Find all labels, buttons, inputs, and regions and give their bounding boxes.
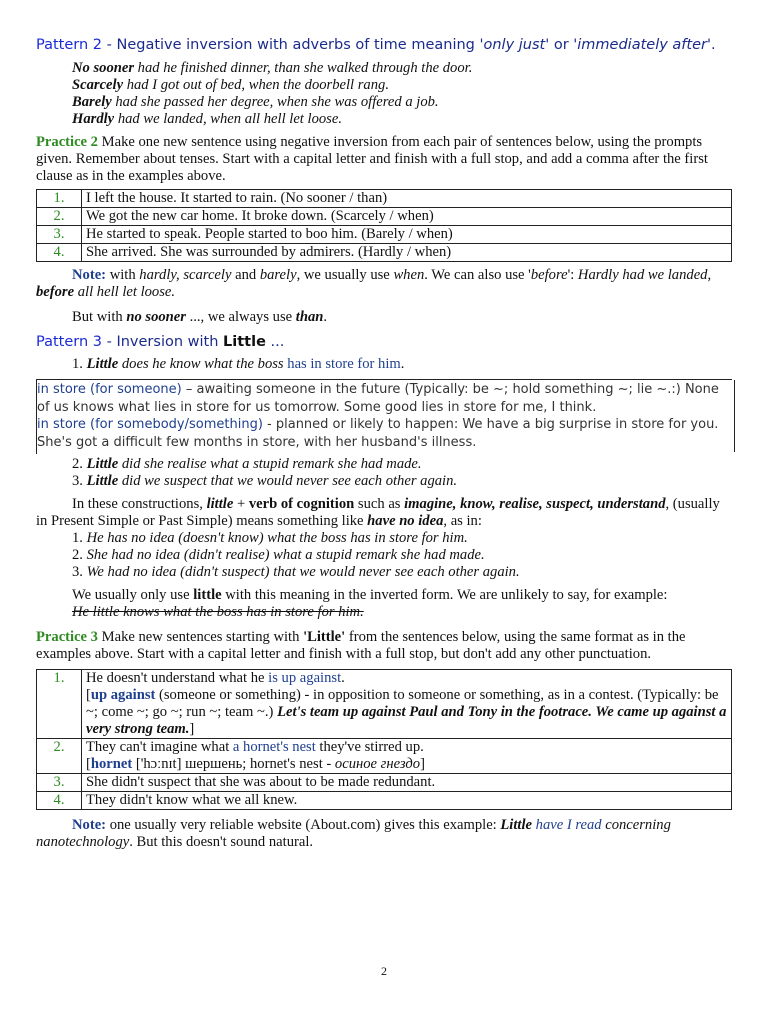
definition-box xyxy=(36,379,732,454)
table-row: 3. She didn't suspect that she was about to be made redundant. xyxy=(37,774,732,792)
table-row: 2. We got the new car home. It broke down. (Scarcely / when) xyxy=(37,208,732,226)
example-line: 3. Little did we suspect that we would never see each other again. xyxy=(72,473,458,489)
gloss: [up against (someone or something) - in opposition to someone or something, as in a contest. (Typically: be ~; come ~; go ~; run ~; team ~.) Let's team up against Paul and Tony in the footrace. We came up against a very strong team.] xyxy=(86,687,727,737)
sentence: They can't imagine what a hornet's nest they've stirred up. xyxy=(86,739,424,755)
no-idea-list xyxy=(72,530,732,581)
practice2-label: Practice 2 xyxy=(36,134,98,150)
pattern3-examples-more xyxy=(72,456,732,490)
practice3-label: Practice 3 xyxy=(36,629,98,645)
example-line: Hardly had we landed, when all hell let loose. xyxy=(72,111,342,127)
example-line: 2. Little did she realise what a stupid remark she had made. xyxy=(72,456,422,472)
list-item: 3. We had no idea (didn't suspect) that we would never see each other again. xyxy=(72,564,520,580)
table-row: 1. I left the house. It started to rain. (No sooner / than) xyxy=(37,190,732,208)
pattern3-heading: Pattern 3 - Inversion with Little ... xyxy=(36,334,285,350)
table-row: 3. He started to speak. People started to boo him. (Barely / when) xyxy=(37,226,732,244)
pattern2-examples xyxy=(72,60,732,128)
page-number: 2 xyxy=(381,964,387,978)
usually-paragraph: We usually only use little with this meaning in the inverted form. We are unlikely to say, for example: xyxy=(72,587,668,603)
pattern3-label: Pattern 3 xyxy=(36,334,103,350)
practice2-table xyxy=(36,189,732,262)
table-row: 4. She arrived. She was surrounded by admirers. (Hardly / when) xyxy=(37,244,732,262)
but-with-line: But with no sooner ..., we always use than. xyxy=(72,309,328,325)
table-row: 2. They can't imagine what a hornet's nest they've stirred up. [hornet ['hɔːnɪt] шершень; hornet's nest - осиное гнездо] xyxy=(37,739,732,774)
table-row: 4. They didn't know what we all knew. xyxy=(37,792,732,810)
example-line: No sooner had he finished dinner, than she walked through the door. xyxy=(72,60,473,76)
practice3-instructions: Practice 3 Make new sentences starting with 'Little' from the sentences below, using the same format as in the examples above. Start with a capital letter and finish with a full stop, but don't add any other punctuation. xyxy=(36,629,686,662)
struck-example: He little knows what the boss has in store for him. xyxy=(72,604,364,620)
definition-entry: in store (for someone) – awaiting someone in the future (Typically: be ~; hold something ~; lie ~.:) None of us knows what lies in store for us tomorrow. Some good lies in store for me, I think. xyxy=(37,382,719,415)
example-line: Scarcely had I got out of bed, when the doorbell rang. xyxy=(72,77,389,93)
practice3-table xyxy=(36,669,732,810)
note1-paragraph: Note: with hardly, scarcely and barely, we usually use when. We can also use 'before': Hardly had we landed, before all hell let loose. xyxy=(36,267,712,300)
note2-label: Note: xyxy=(72,817,107,833)
table-row: 1. He doesn't understand what he is up against. [up against (someone or something) - in opposition to someone or something, as in a contest. (Typically: be ~; come ~; go ~; run ~; team ~.) Let's team up against Paul and Tony in the footrace. We came up against a very strong team.] xyxy=(37,670,732,739)
list-item: 1. He has no idea (doesn't know) what the boss has in store for him. xyxy=(72,530,468,546)
practice2-instructions: Practice 2 Make one new sentence using negative inversion from each pair of sentences below, using the prompts given. Remember about tenses. Start with a capital letter and finish with a full stop, and add a comma after the first clause as in the examples above. xyxy=(36,134,708,184)
pattern2-label: Pattern 2 xyxy=(36,37,103,53)
definition-entry: in store (for somebody/something) - planned or likely to happen: We have a big surprise in store for you. She's got a difficult few months in store, with her husband's illness. xyxy=(37,417,719,450)
list-item: 2. She had no idea (didn't realise) what a stupid remark she had made. xyxy=(72,547,485,563)
pattern3-example-1: 1. Little does he know what the boss has in store for him. xyxy=(72,356,405,372)
gloss: [hornet ['hɔːnɪt] шершень; hornet's nest - осиное гнездо] xyxy=(86,756,425,772)
pattern2-heading: Pattern 2 - Negative inversion with adverbs of time meaning 'only just' or 'immediately after'. xyxy=(36,37,716,53)
example-line: Barely had she passed her degree, when she was offered a job. xyxy=(72,94,439,110)
note2-paragraph: Note: one usually very reliable website (About.com) gives this example: Little have I read concerning nanotechnology. But this doesn't sound natural. xyxy=(36,817,671,850)
box-border-right xyxy=(734,380,735,452)
constructions-paragraph: In these constructions, little + verb of cognition such as imagine, know, realise, suspect, understand, (usually in Present Simple or Past Simple) means something like have no idea, as in: xyxy=(36,496,720,529)
note1-label: Note: xyxy=(72,267,107,283)
document-page xyxy=(36,34,732,851)
sentence: He doesn't understand what he is up against. xyxy=(86,670,345,686)
